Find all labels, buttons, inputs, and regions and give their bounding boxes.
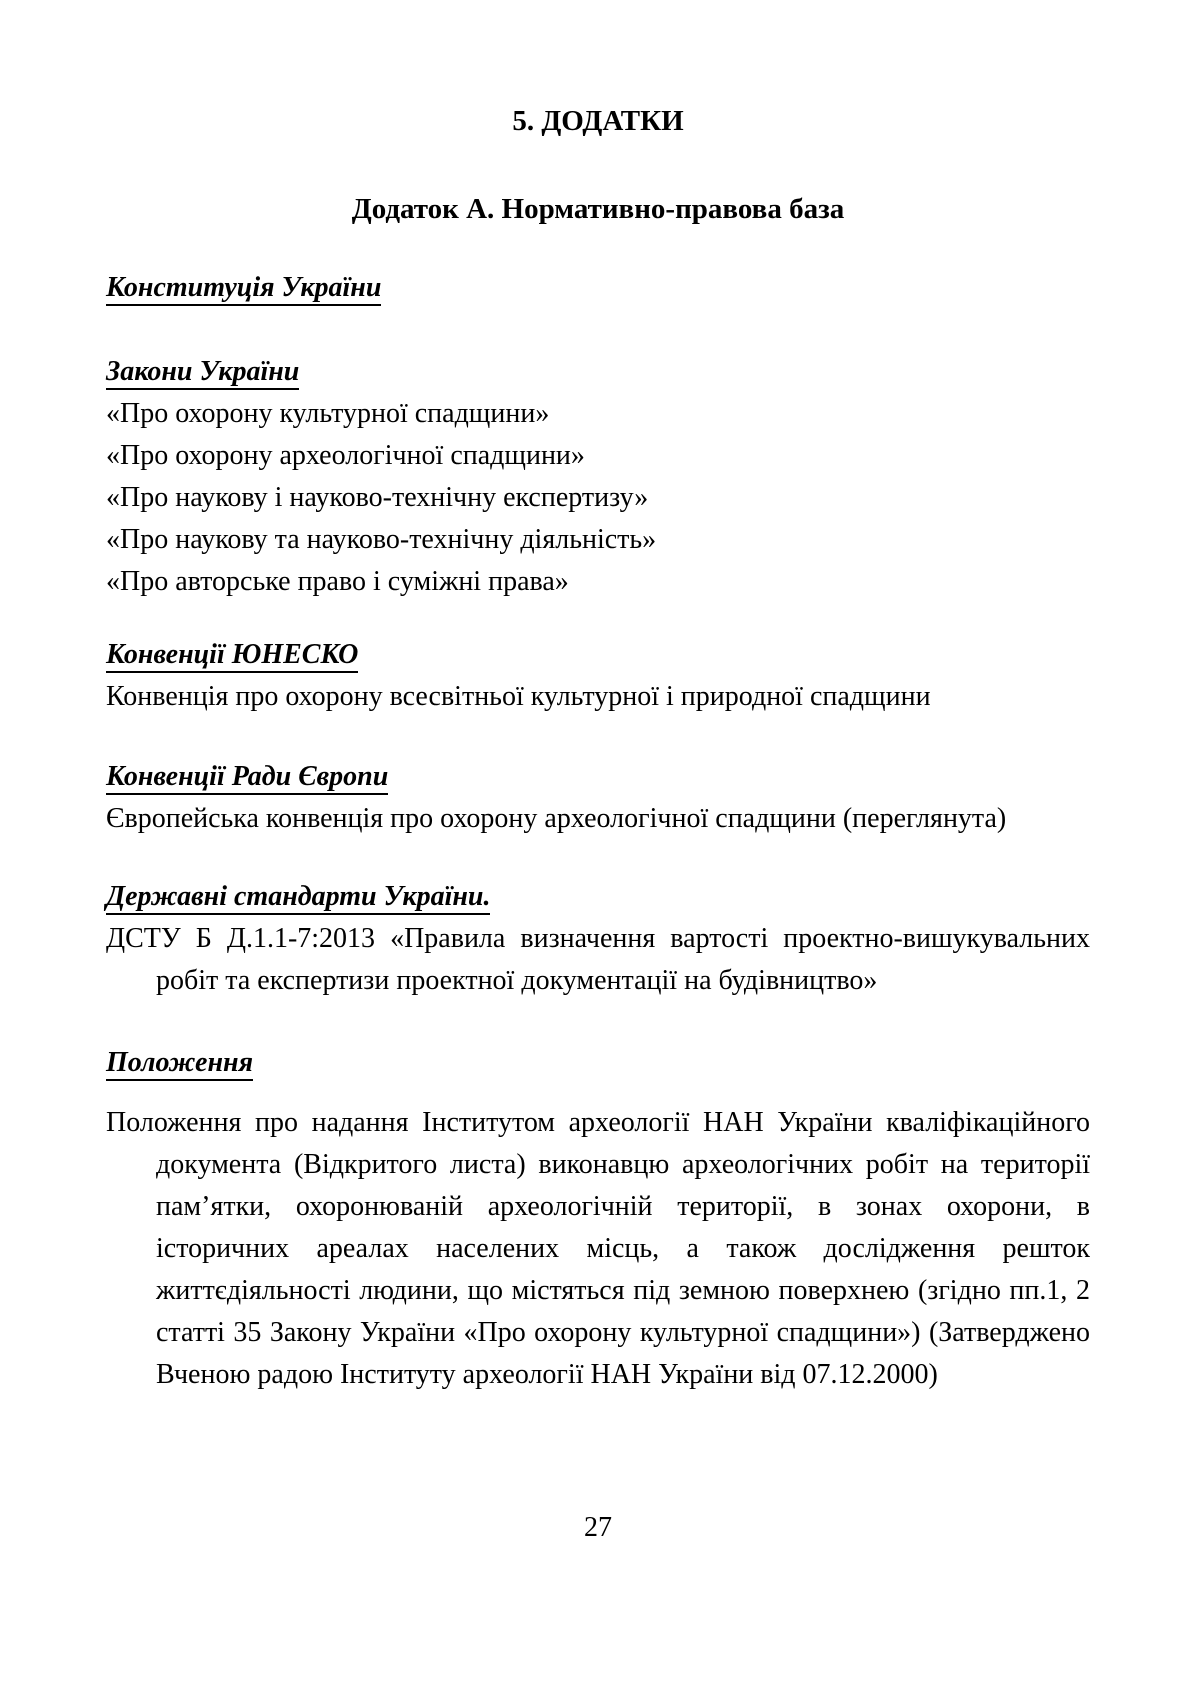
section-regulations	[106, 1042, 1090, 1396]
section-heading	[106, 351, 1090, 393]
section-heading	[106, 756, 1090, 798]
standard-paragraph: ДСТУ Б Д.1.1-7:2013 «Правила визначення вартості проектно-вишукувальних робіт та експертизи проектної документації на будівництво»	[106, 923, 1090, 996]
section-heading-text: Державні стандарти України.	[106, 881, 490, 915]
section-heading	[106, 876, 1090, 918]
regulation-paragraph: Положення про надання Інститутом археології НАН України кваліфікаційного документа (Відкритого листа) виконавцю археологічних робіт на території памʼятки, охоронюваній археологічній території, в зонах охорони, в історичних ареалах населених місць, а також дослідження решток життєдіяльності людини, що містяться під земною поверхнею (згідно пп.1, 2 статті 35 Закону України «Про охорону культурної спадщини») (Затверджено Вченою радою Інституту археології НАН України від 07.12.2000)	[106, 1107, 1090, 1390]
law-list-item: «Про охорону археологічної спадщини»	[106, 440, 585, 471]
section-unesco-conventions	[106, 634, 1090, 718]
section-laws	[106, 351, 1090, 603]
section-state-standards	[106, 876, 1090, 1002]
section-heading-text: Конституція України	[106, 272, 381, 306]
section-coe-conventions	[106, 756, 1090, 840]
law-list-item: «Про авторське право і суміжні права»	[106, 566, 569, 597]
law-list-item: «Про наукову та науково-технічну діяльність»	[106, 524, 657, 555]
convention-list-item: Європейська конвенція про охорону археологічної спадщини (переглянута)	[106, 803, 1007, 834]
section-heading-text: Конвенції Ради Європи	[106, 761, 388, 795]
appendix-title: Додаток А. Нормативно-правова база	[351, 193, 845, 225]
document-title: 5. ДОДАТКИ	[512, 105, 684, 137]
section-heading-text: Закони України	[106, 356, 299, 390]
section-heading	[106, 267, 1090, 309]
section-heading-text: Положення	[106, 1047, 253, 1081]
page-number: 27	[584, 1512, 612, 1543]
section-heading-text: Конвенції ЮНЕСКО	[106, 639, 358, 673]
law-list-item: «Про охорону культурної спадщини»	[106, 398, 550, 429]
convention-list-item: Конвенція про охорону всесвітньої культурної і природної спадщини	[106, 681, 931, 712]
law-list-item: «Про наукову і науково-технічну експертизу»	[106, 482, 649, 513]
section-heading	[106, 1042, 1090, 1084]
section-heading	[106, 634, 1090, 676]
section-constitution	[106, 267, 1090, 309]
